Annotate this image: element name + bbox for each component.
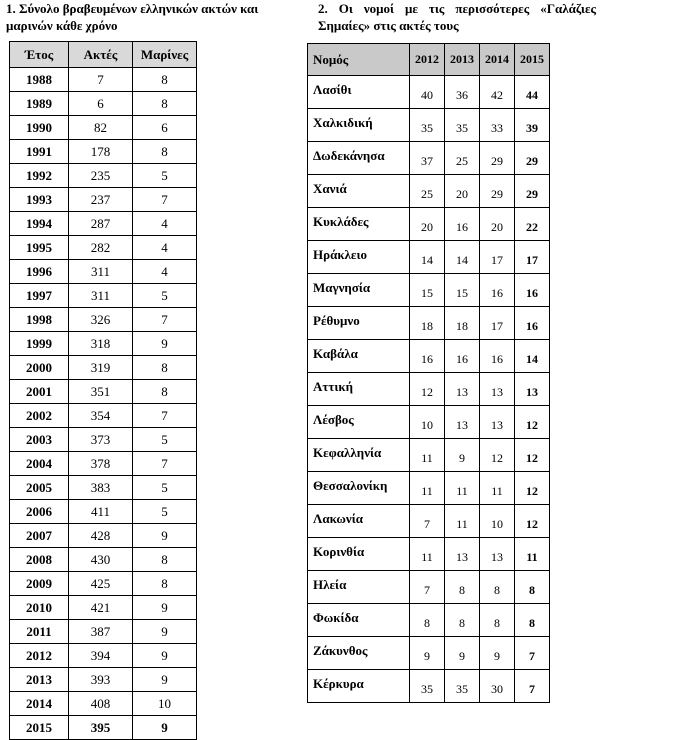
cell-prefecture: Χαλκιδική (308, 109, 410, 142)
cell-2012: 7 (410, 505, 445, 538)
cell-year: 1994 (10, 212, 69, 236)
cell-beaches: 311 (69, 284, 133, 308)
cell-year: 2000 (10, 356, 69, 380)
cell-2013: 8 (445, 604, 480, 637)
cell-2012: 20 (410, 208, 445, 241)
cell-2013: 20 (445, 175, 480, 208)
cell-year: 2002 (10, 404, 69, 428)
header-2014: 2014 (480, 44, 515, 76)
cell-year: 2015 (10, 716, 69, 740)
cell-year: 2013 (10, 668, 69, 692)
table-row (10, 356, 197, 380)
table-header-row (10, 42, 197, 68)
cell-beaches: 387 (69, 620, 133, 644)
cell-prefecture: Φωκίδα (308, 604, 410, 637)
cell-2014: 12 (480, 439, 515, 472)
table-row (10, 716, 197, 740)
cell-2013: 8 (445, 571, 480, 604)
cell-beaches: 430 (69, 548, 133, 572)
cell-marinas: 8 (133, 572, 197, 596)
cell-year: 1990 (10, 116, 69, 140)
cell-beaches: 395 (69, 716, 133, 740)
table-row (10, 284, 197, 308)
cell-2012: 40 (410, 76, 445, 109)
table-row (308, 406, 550, 439)
table-row (10, 164, 197, 188)
cell-2013: 9 (445, 637, 480, 670)
cell-2015: 16 (515, 274, 550, 307)
table-row (10, 668, 197, 692)
cell-2013: 36 (445, 76, 480, 109)
cell-2014: 20 (480, 208, 515, 241)
cell-2015: 12 (515, 406, 550, 439)
table-row (10, 548, 197, 572)
cell-2015: 29 (515, 175, 550, 208)
cell-2014: 17 (480, 241, 515, 274)
cell-prefecture: Ηλεία (308, 571, 410, 604)
table-row (308, 307, 550, 340)
cell-year: 2010 (10, 596, 69, 620)
table-row (10, 92, 197, 116)
cell-marinas: 6 (133, 116, 197, 140)
cell-2015: 12 (515, 505, 550, 538)
table-row (308, 208, 550, 241)
table-row (308, 637, 550, 670)
cell-marinas: 4 (133, 212, 197, 236)
cell-marinas: 8 (133, 92, 197, 116)
table-row (10, 260, 197, 284)
table-row (308, 175, 550, 208)
cell-2014: 30 (480, 670, 515, 703)
cell-year: 2006 (10, 500, 69, 524)
table-row (10, 68, 197, 92)
cell-year: 2008 (10, 548, 69, 572)
cell-2012: 37 (410, 142, 445, 175)
cell-year: 2011 (10, 620, 69, 644)
cell-2013: 15 (445, 274, 480, 307)
cell-marinas: 4 (133, 260, 197, 284)
cell-beaches: 393 (69, 668, 133, 692)
cell-year: 1991 (10, 140, 69, 164)
cell-year: 2012 (10, 644, 69, 668)
cell-marinas: 5 (133, 428, 197, 452)
cell-marinas: 7 (133, 404, 197, 428)
cell-2012: 14 (410, 241, 445, 274)
cell-beaches: 378 (69, 452, 133, 476)
cell-beaches: 411 (69, 500, 133, 524)
cell-2012: 15 (410, 274, 445, 307)
awarded-beaches-marinas-table (9, 41, 197, 740)
cell-prefecture: Ζάκυνθος (308, 637, 410, 670)
cell-beaches: 287 (69, 212, 133, 236)
cell-marinas: 8 (133, 548, 197, 572)
cell-2015: 12 (515, 439, 550, 472)
cell-year: 1995 (10, 236, 69, 260)
cell-year: 1998 (10, 308, 69, 332)
cell-prefecture: Καβάλα (308, 340, 410, 373)
table-row (10, 140, 197, 164)
cell-prefecture: Λασίθι (308, 76, 410, 109)
cell-marinas: 8 (133, 68, 197, 92)
cell-marinas: 7 (133, 452, 197, 476)
cell-2013: 35 (445, 109, 480, 142)
cell-prefecture: Λέσβος (308, 406, 410, 439)
cell-prefecture: Δωδεκάνησα (308, 142, 410, 175)
table-row (10, 620, 197, 644)
cell-2014: 29 (480, 175, 515, 208)
cell-2012: 11 (410, 472, 445, 505)
cell-marinas: 8 (133, 380, 197, 404)
cell-2013: 13 (445, 406, 480, 439)
cell-prefecture: Θεσσαλονίκη (308, 472, 410, 505)
cell-2014: 9 (480, 637, 515, 670)
cell-marinas: 8 (133, 356, 197, 380)
cell-2014: 16 (480, 274, 515, 307)
cell-beaches: 82 (69, 116, 133, 140)
cell-2015: 17 (515, 241, 550, 274)
cell-prefecture: Ρέθυμνο (308, 307, 410, 340)
cell-2015: 39 (515, 109, 550, 142)
table-row (308, 604, 550, 637)
cell-beaches: 354 (69, 404, 133, 428)
cell-2015: 44 (515, 76, 550, 109)
table-row (308, 439, 550, 472)
table-row (10, 524, 197, 548)
cell-2012: 35 (410, 670, 445, 703)
cell-2013: 35 (445, 670, 480, 703)
cell-beaches: 326 (69, 308, 133, 332)
table-row (10, 188, 197, 212)
cell-beaches: 408 (69, 692, 133, 716)
cell-2012: 25 (410, 175, 445, 208)
cell-beaches: 311 (69, 260, 133, 284)
cell-2015: 22 (515, 208, 550, 241)
cell-prefecture: Αττική (308, 373, 410, 406)
cell-year: 2004 (10, 452, 69, 476)
cell-marinas: 9 (133, 620, 197, 644)
table1-title: 1. Σύνολο βραβευμένων ελληνικών ακτών και μαρινών κάθε χρόνο (6, 1, 259, 33)
cell-marinas: 10 (133, 692, 197, 716)
cell-2015: 8 (515, 604, 550, 637)
cell-2015: 7 (515, 670, 550, 703)
cell-beaches: 7 (69, 68, 133, 92)
table-row (308, 76, 550, 109)
cell-2013: 11 (445, 472, 480, 505)
cell-beaches: 282 (69, 236, 133, 260)
table-row (308, 274, 550, 307)
cell-prefecture: Κορινθία (308, 538, 410, 571)
cell-marinas: 5 (133, 476, 197, 500)
cell-2012: 16 (410, 340, 445, 373)
table-row (10, 236, 197, 260)
cell-2012: 18 (410, 307, 445, 340)
cell-year: 1997 (10, 284, 69, 308)
table-row (10, 476, 197, 500)
table-row (308, 670, 550, 703)
table-row (308, 538, 550, 571)
cell-2014: 13 (480, 373, 515, 406)
cell-year: 2009 (10, 572, 69, 596)
cell-2014: 8 (480, 604, 515, 637)
cell-2014: 16 (480, 340, 515, 373)
cell-2015: 14 (515, 340, 550, 373)
cell-2013: 9 (445, 439, 480, 472)
cell-marinas: 9 (133, 332, 197, 356)
cell-2012: 8 (410, 604, 445, 637)
cell-beaches: 394 (69, 644, 133, 668)
table-row (10, 500, 197, 524)
cell-beaches: 383 (69, 476, 133, 500)
cell-2014: 42 (480, 76, 515, 109)
cell-2014: 13 (480, 406, 515, 439)
cell-2013: 18 (445, 307, 480, 340)
cell-marinas: 9 (133, 668, 197, 692)
cell-year: 1988 (10, 68, 69, 92)
cell-year: 2005 (10, 476, 69, 500)
table-row (308, 472, 550, 505)
cell-2014: 17 (480, 307, 515, 340)
table-row (308, 373, 550, 406)
cell-marinas: 8 (133, 140, 197, 164)
cell-beaches: 373 (69, 428, 133, 452)
cell-year: 1996 (10, 260, 69, 284)
table-row (10, 116, 197, 140)
cell-2015: 13 (515, 373, 550, 406)
cell-2014: 8 (480, 571, 515, 604)
cell-2015: 12 (515, 472, 550, 505)
cell-2015: 16 (515, 307, 550, 340)
cell-beaches: 318 (69, 332, 133, 356)
cell-marinas: 9 (133, 716, 197, 740)
cell-beaches: 237 (69, 188, 133, 212)
cell-beaches: 235 (69, 164, 133, 188)
cell-year: 1989 (10, 92, 69, 116)
cell-2013: 16 (445, 340, 480, 373)
cell-2013: 13 (445, 373, 480, 406)
cell-2012: 12 (410, 373, 445, 406)
table-row (308, 109, 550, 142)
cell-year: 1999 (10, 332, 69, 356)
cell-year: 2007 (10, 524, 69, 548)
cell-2013: 14 (445, 241, 480, 274)
cell-year: 1992 (10, 164, 69, 188)
header-2013: 2013 (445, 44, 480, 76)
cell-beaches: 319 (69, 356, 133, 380)
table-row (10, 428, 197, 452)
cell-2013: 25 (445, 142, 480, 175)
cell-2013: 16 (445, 208, 480, 241)
cell-beaches: 6 (69, 92, 133, 116)
cell-2014: 10 (480, 505, 515, 538)
cell-2013: 11 (445, 505, 480, 538)
table-row (10, 692, 197, 716)
cell-2015: 8 (515, 571, 550, 604)
table-row (308, 340, 550, 373)
cell-2012: 35 (410, 109, 445, 142)
header-year: Έτος (10, 42, 69, 68)
prefectures-blue-flags-table (307, 43, 550, 703)
cell-beaches: 178 (69, 140, 133, 164)
cell-beaches: 421 (69, 596, 133, 620)
table-row (308, 142, 550, 175)
cell-2012: 11 (410, 439, 445, 472)
cell-2015: 11 (515, 538, 550, 571)
cell-marinas: 9 (133, 644, 197, 668)
header-marinas: Μαρίνες (133, 42, 197, 68)
header-2015: 2015 (515, 44, 550, 76)
cell-beaches: 351 (69, 380, 133, 404)
cell-year: 2001 (10, 380, 69, 404)
cell-2014: 33 (480, 109, 515, 142)
cell-prefecture: Λακωνία (308, 505, 410, 538)
cell-2014: 29 (480, 142, 515, 175)
table-row (10, 380, 197, 404)
cell-prefecture: Κέρκυρα (308, 670, 410, 703)
cell-beaches: 428 (69, 524, 133, 548)
cell-year: 1993 (10, 188, 69, 212)
cell-2014: 13 (480, 538, 515, 571)
cell-2015: 7 (515, 637, 550, 670)
table-row (10, 212, 197, 236)
cell-prefecture: Χανιά (308, 175, 410, 208)
cell-marinas: 7 (133, 308, 197, 332)
cell-2012: 11 (410, 538, 445, 571)
cell-prefecture: Μαγνησία (308, 274, 410, 307)
cell-prefecture: Κεφαλληνία (308, 439, 410, 472)
header-2012: 2012 (410, 44, 445, 76)
table-row (308, 241, 550, 274)
header-beaches: Ακτές (69, 42, 133, 68)
cell-2012: 10 (410, 406, 445, 439)
table-row (10, 404, 197, 428)
cell-2014: 11 (480, 472, 515, 505)
table-row (10, 644, 197, 668)
cell-year: 2003 (10, 428, 69, 452)
cell-2013: 13 (445, 538, 480, 571)
cell-year: 2014 (10, 692, 69, 716)
cell-2015: 29 (515, 142, 550, 175)
table-row (10, 332, 197, 356)
table-row (10, 308, 197, 332)
header-prefecture: Νομός (308, 44, 410, 76)
cell-marinas: 5 (133, 164, 197, 188)
cell-marinas: 7 (133, 188, 197, 212)
table-row (10, 452, 197, 476)
cell-beaches: 425 (69, 572, 133, 596)
cell-marinas: 4 (133, 236, 197, 260)
cell-prefecture: Ηράκλειο (308, 241, 410, 274)
table-row (10, 572, 197, 596)
table-row (308, 505, 550, 538)
cell-marinas: 9 (133, 524, 197, 548)
table-row (308, 571, 550, 604)
cell-prefecture: Κυκλάδες (308, 208, 410, 241)
cell-2012: 7 (410, 571, 445, 604)
cell-marinas: 5 (133, 284, 197, 308)
cell-marinas: 5 (133, 500, 197, 524)
cell-2012: 9 (410, 637, 445, 670)
table2-title: 2. Οι νομοί με τις περισσότερες «Γαλάζιες Σημαίες» στις ακτές τους (318, 1, 596, 33)
table-header-row (308, 44, 550, 76)
table-row (10, 596, 197, 620)
cell-marinas: 9 (133, 596, 197, 620)
